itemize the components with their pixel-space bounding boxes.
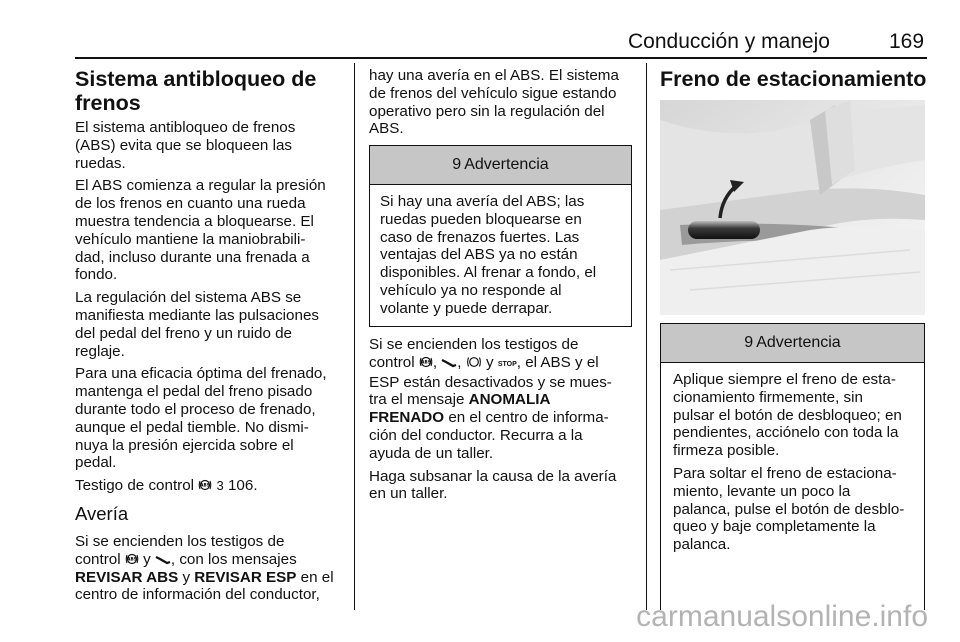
esp-skid-icon: [441, 357, 457, 369]
warning-title: Advertencia: [464, 156, 549, 173]
warning-box-parking-brake: [660, 323, 925, 610]
abs-paragraph-1: El sistema antibloqueo de frenos (ABS) evita que se bloqueen las ruedas.: [75, 119, 296, 172]
warning-header: [370, 146, 631, 185]
svg-text:ABS: ABS: [421, 359, 431, 365]
brake-warning-icon: [466, 355, 482, 369]
warning-paragraph-1: Aplique siempre el freno de esta- cionamiento firmemente, sin pulsar el botón de desbloqueo; en pendientes, acciónelo con toda la firmeza posible.: [673, 371, 902, 460]
warning-title: Advertencia: [756, 334, 841, 351]
abs-indicator-reference: Testigo de control ABS 3 106.: [75, 477, 258, 495]
averia-paragraph: Si se encienden los testigos de control ABS y , con los mensajes REVISAR ABS y REVISAR ESP en el centro de información del conductor,: [75, 532, 334, 604]
warning-paragraph-2: Para soltar el freno de estaciona- miento, levante un poco la palanca, pulse el botón de desblo- queo y baje completamente la palanca.: [673, 464, 905, 554]
esp-skid-icon: [155, 554, 171, 566]
warning-text: Si hay una avería del ABS; las ruedas pueden bloquearse en caso de frenazos fuertes. Las ventajas del ABS ya no están disponibles. Al frenar a fondo, el vehículo ya no responde al volante y puede derrapar.: [380, 193, 597, 317]
header-rule: [75, 57, 927, 59]
abs-warning-icon: [419, 355, 433, 369]
middle-column-lower: [369, 336, 639, 508]
watermark: carmanualsonline.info: [636, 600, 928, 633]
column-divider-1: [354, 63, 355, 610]
svg-text:ABS: ABS: [200, 482, 211, 488]
section-title-abs: Sistema antibloqueo de frenos: [75, 67, 317, 115]
warning-header: [661, 324, 924, 363]
running-title: Conducción y manejo: [628, 30, 830, 53]
page-ref-arrow-icon: 3: [216, 478, 224, 494]
warning-text: [661, 363, 924, 554]
svg-text:ABS: ABS: [127, 556, 137, 562]
warning-box-abs: [369, 145, 632, 327]
warning-triangle-icon: 9: [452, 156, 462, 173]
middle-column: [369, 67, 639, 143]
parking-brake-illustration: [660, 100, 925, 315]
warning-triangle-icon: 9: [744, 334, 754, 351]
abs-warning-icon: [125, 552, 139, 566]
abs-warning-icon: [198, 478, 212, 492]
workshop-paragraph: Haga subsanar la causa de la avería en un taller.: [369, 467, 617, 503]
abs-paragraph-3: La regulación del sistema ABS se manifiesta mediante las pulsaciones del pedal del freno y un ruido de reglaje.: [75, 289, 319, 360]
subsection-title-averia: Avería: [75, 502, 129, 524]
abs-paragraph-4: Para una eficacia óptima del frenado, mantenga el pedal del freno pisado durante todo el proceso de frenado, aunque el pedal tiemble. No dismi- nuya la presión ejercida sobre el pedal.: [75, 365, 327, 472]
column-divider-2: [646, 63, 647, 610]
left-column: [75, 67, 347, 609]
page-number: 169: [889, 30, 925, 53]
section-title-parking-brake: Freno de estacionamiento: [660, 67, 927, 91]
stop-icon: STOP: [497, 360, 517, 368]
abs-paragraph-2: El ABS comienza a regular la presión de los frenos en cuanto una rueda muestra tendencia a bloquearse. El vehículo mantiene la maniobrabili- dad, incluso durante una frenada a fondo.: [75, 177, 326, 284]
abs-fault-paragraph: hay una avería en el ABS. El sistema de frenos del vehículo sigue estando operativo pero sin la regulación del ABS.: [369, 67, 619, 138]
indicators-paragraph: Si se encienden los testigos de control ABS , , y STOP, el ABS y el ESP están desactivados y se mues- tra el mensaje ANOMALIA FRENADO en el centro de informa- ción del conductor. Recurra a la ayuda de un taller.: [369, 336, 612, 462]
